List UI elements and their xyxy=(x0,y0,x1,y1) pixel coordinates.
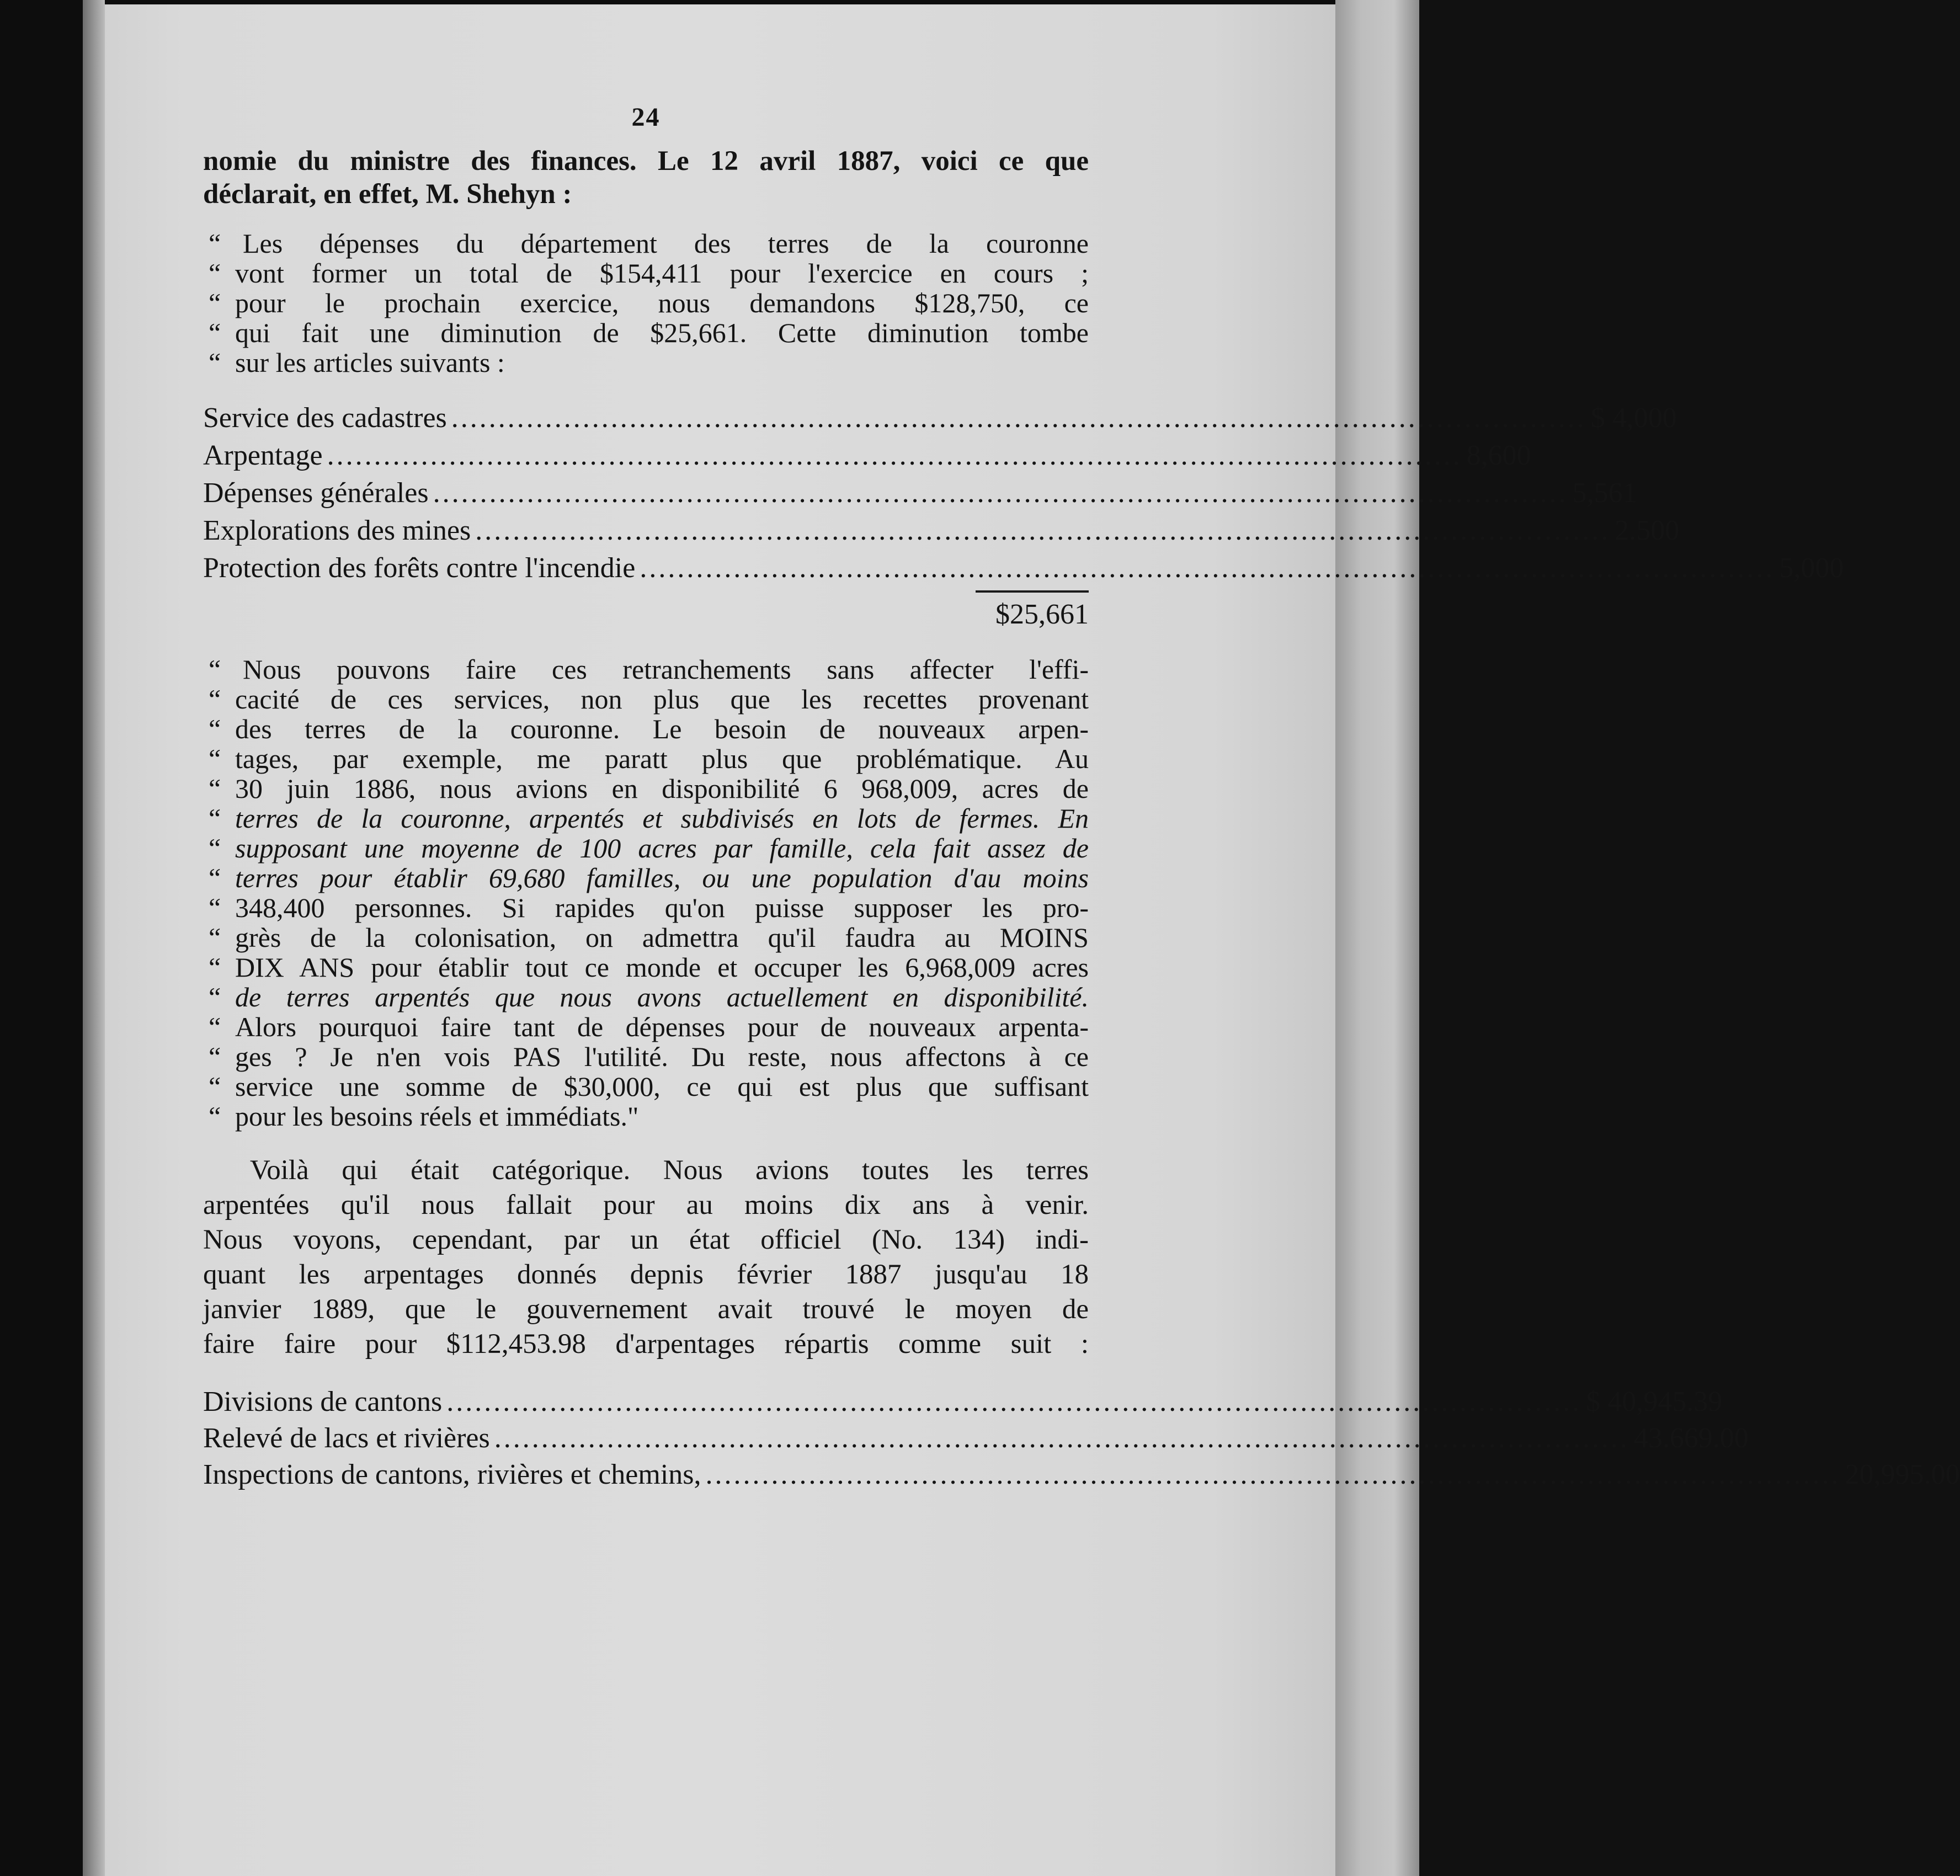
ledger-label: Relevé de lacs et rivières xyxy=(203,1422,490,1454)
quote-line: cacité de ces services, non plus que les recettes provenant xyxy=(235,684,1089,715)
quote-line: Nous pouvons faire ces retranchements sans affecter l'effi- xyxy=(243,654,1089,685)
quote-line: terres pour établir 69,680 familles, ou une population d'au moins xyxy=(235,862,1089,893)
quote-mark: “ xyxy=(209,713,221,744)
ledger-row xyxy=(203,1457,1960,1493)
quote-mark: “ xyxy=(209,228,221,259)
ledger-amount: 5,000 xyxy=(1779,552,1844,584)
quote-mark: “ xyxy=(209,922,221,953)
quote-line: supposant une moyenne de 100 acres par famille, cela fait assez de xyxy=(235,833,1089,864)
quote-line: tages, par exemple, me paratt plus que problématique. Au xyxy=(235,743,1089,774)
page-gutter xyxy=(83,0,105,1876)
dot-leader: ......................................................................................................................... xyxy=(433,477,1568,509)
dot-leader: ......................................................................................................................... xyxy=(451,402,1586,434)
ledger-label: Arpentage xyxy=(203,440,323,471)
quote-line: des terres de la couronne. Le besoin de nouveaux arpen- xyxy=(235,713,1089,744)
page-number: 24 xyxy=(631,103,661,132)
quote-mark: “ xyxy=(209,1101,221,1132)
ledger-label: Service des cadastres xyxy=(203,402,447,434)
ledger-amount: 20,995.00 xyxy=(1845,1459,1960,1490)
facing-page-edge xyxy=(1335,0,1419,1876)
quote-mark: “ xyxy=(209,862,221,893)
dot-leader: ......................................................................................................................... xyxy=(327,440,1462,471)
quote-line: ges ? Je n'en vois PAS l'utilité. Du reste, nous affectons à ce xyxy=(235,1041,1089,1072)
quote-line: Alors pourquoi faire tant de dépenses pour de nouveaux arpenta- xyxy=(235,1011,1089,1042)
paragraph-line: quant les arpentages donnés depnis février 1887 jusqu'au 18 xyxy=(203,1259,1089,1290)
ledger-amount: 8,600 xyxy=(1466,440,1531,471)
ledger-label: Protection des forêts contre l'incendie xyxy=(203,552,636,584)
quote-mark: “ xyxy=(209,773,221,804)
quote-line: sur les articles suivants : xyxy=(235,347,505,378)
paragraph-line: Voilà qui était catégorique. Nous avions toutes les terres xyxy=(250,1155,1089,1186)
quote-line: pour le prochain exercice, nous demandons $128,750, ce xyxy=(235,287,1089,318)
ledger-row xyxy=(203,475,1637,512)
paragraph-line: Nous voyons, cependant, par un état officiel (No. 134) indi- xyxy=(203,1224,1089,1255)
dot-leader: ......................................................................................................................... xyxy=(640,552,1775,584)
paragraph-line: faire faire pour $112,453.98 d'arpentages répartis comme suit : xyxy=(203,1329,1089,1360)
dot-leader: ......................................................................................................................... xyxy=(446,1386,1582,1417)
intro-line: nomie du ministre des finances. Le 12 avril 1887, voici ce que xyxy=(203,146,1089,177)
quote-line: 348,400 personnes. Si rapides qu'on puisse supposer les pro- xyxy=(235,892,1089,923)
ledger-row xyxy=(203,399,1677,437)
ledger-amount: 5,561 xyxy=(1572,477,1637,509)
quote-mark: “ xyxy=(209,892,221,923)
quote-block-1 xyxy=(203,228,1089,377)
quote-mark: “ xyxy=(209,803,221,834)
survey-ledger xyxy=(203,1384,1960,1493)
dot-leader: ......................................................................................................................... xyxy=(475,515,1611,546)
quote-mark: “ xyxy=(209,1071,221,1102)
ledger-row xyxy=(203,437,1531,475)
ledger-label: Divisions de cantons xyxy=(203,1386,443,1417)
ledger-amount: 43.669.00 xyxy=(1633,1422,1749,1454)
expense-ledger xyxy=(203,399,1844,637)
quote-block-2 xyxy=(203,654,1089,1131)
paragraph-line: janvier 1889, que le gouvernement avait trouvé le moyen de xyxy=(203,1294,1089,1325)
quote-line: grès de la colonisation, on admettra qu'il faudra au MOINS xyxy=(235,922,1089,953)
quote-line: 30 juin 1886, nous avions en disponibilité 6 968,009, acres de xyxy=(235,773,1089,804)
ledger-row xyxy=(203,550,1844,587)
quote-line: terres de la couronne, arpentés et subdivisés en lots de fermes. En xyxy=(235,803,1089,834)
quote-mark: “ xyxy=(209,317,221,348)
dot-leader: ......................................................................................................................... xyxy=(494,1422,1629,1454)
quote-mark: “ xyxy=(209,287,221,318)
quote-line: de terres arpentés que nous avons actuellement en disponibilité. xyxy=(235,982,1089,1012)
ledger-amount: $ 4,000 xyxy=(1590,402,1677,434)
quote-line: pour les besoins réels et immédiats." xyxy=(235,1101,639,1132)
quote-mark: “ xyxy=(209,1011,221,1042)
quote-mark: “ xyxy=(209,833,221,864)
quote-line: service une somme de $30,000, ce qui est plus que suffisant xyxy=(235,1071,1089,1102)
intro-paragraph xyxy=(203,145,1089,211)
ledger-label: Dépenses générales xyxy=(203,477,429,509)
intro-line: déclarait, en effet, M. Shehyn : xyxy=(203,179,572,210)
quote-line: vont former un total de $154,411 pour l'exercice en cours ; xyxy=(235,258,1089,289)
ledger-label: Explorations des mines xyxy=(203,515,471,546)
quote-line: qui fait une diminution de $25,661. Cette diminution tombe xyxy=(235,317,1089,348)
ledger-row xyxy=(203,1420,1749,1457)
ledger-total: $25,661 xyxy=(995,599,1089,630)
quote-mark: “ xyxy=(209,347,221,378)
ledger-label: Inspections de cantons, rivières et chemins, xyxy=(203,1459,701,1490)
ledger-amount: 2.500 xyxy=(1615,515,1680,546)
quote-mark: “ xyxy=(209,743,221,774)
page-text xyxy=(203,102,1960,1493)
quote-mark: “ xyxy=(209,258,221,289)
ledger-row xyxy=(203,1384,1723,1420)
ledger-amount: $ 40,945.39 xyxy=(1586,1386,1723,1417)
ledger-row xyxy=(203,512,1680,550)
quote-mark: “ xyxy=(209,982,221,1012)
quote-line: Les dépenses du département des terres de la couronne xyxy=(243,228,1089,259)
quote-mark: “ xyxy=(209,654,221,685)
body-paragraph xyxy=(203,1153,1089,1362)
quote-mark: “ xyxy=(209,1041,221,1072)
paragraph-line: arpentées qu'il nous fallait pour au moins dix ans à venir. xyxy=(203,1190,1089,1221)
quote-mark: “ xyxy=(209,952,221,983)
dot-leader: ......................................................................................................................... xyxy=(705,1459,1841,1490)
quote-line: DIX ANS pour établir tout ce monde et occuper les 6,968,009 acres xyxy=(235,952,1089,983)
quote-mark: “ xyxy=(209,684,221,715)
